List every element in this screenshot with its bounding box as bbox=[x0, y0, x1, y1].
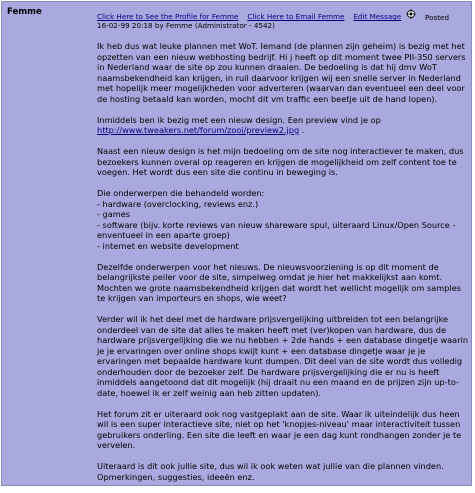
posted-icon bbox=[406, 9, 416, 19]
list-item: - hardware (overclocking, reviews enz.) bbox=[97, 198, 259, 209]
posted-label: Posted bbox=[425, 13, 450, 22]
list-item: - games bbox=[97, 209, 131, 219]
paragraph: Dezelfde onderwerpen voor het nieuws. De nieuwsvoorziening is op dit moment de belangrijkste peiler voor de site, simpelweg omdat je hier het makkelijkst aan komt. Mochten we grote naamsbekendheid krijgen dat wordt het wellicht mogelijk om samples te krijgen van importeurs en shops, wie weet? bbox=[97, 261, 462, 303]
paragraph: Verder wil ik het deel met de hardware prijsvergelijking uitbreiden tot een belangrijke onderdeel van de site dat alles te maken heeft met (ver)kopen van hardware, dus de hardware prijsvergelijking die we nu hebben + 2de hands + een database dingetje waarin je je ervaringen over online shops kwijt kunt + een database dingetje waar je je ervaringen met bepaalde hardware kunt dumpen. Dit deel van de site wordt dus volledig onderhouden door de bezoeker zelf. De hardware prijsvergelijking die er nu is heeft inmiddels aangetoond dat dit mogelijk (hij draait nu een maand en de prijzen zijn up-to-date, hoewel ik er zelf weinig aan heb zitten updaten). bbox=[97, 314, 469, 398]
post-body bbox=[97, 41, 471, 493]
forum-post bbox=[1, 1, 472, 486]
topics-intro: Die onderwerpen die behandeld worden: bbox=[97, 188, 265, 198]
edit-message-link[interactable]: Edit Message bbox=[353, 12, 402, 21]
paragraph: Naast een nieuw design is het mijn bedoeling om de site nog interactiever te maken, dus bezoekers kunnen overal op reageren en krijgen de mogelijkheid om zelf content toe te voegen. Het wordt dus een site die continu in beweging is. bbox=[97, 146, 464, 177]
email-link[interactable]: Click Here to Email Femme bbox=[247, 12, 345, 21]
paragraph: Ik heb dus wat leuke plannen met WoT. Iemand (de plannen zijn geheim) is bezig met het opzetten van een nieuw webhosting bedrijf. Hi j heeft op dit moment twee PII-350 servers in Nederland waar de site op zou kunnen draaien. De bedoeling is dat hij dmv WoT naamsbekendheid kan krijgen, in ruil daarvoor krijgen wij een snelle server in Nederland met hopelijk meer mogelijkheden voor adverteren (waarvan dan eventueel een deel voor de hosting betaald kan worden, mocht dit vm traffic een beetje uit de hand lopen). bbox=[97, 41, 466, 104]
paragraph-text: . bbox=[299, 125, 305, 135]
paragraph-text: Inmiddels ben ik bezig met een nieuw design. Een preview vind je op bbox=[97, 114, 381, 125]
post-date-line: 16-02-99 20:18 by Femme (Administrator - 4542) bbox=[97, 21, 275, 30]
profile-link[interactable]: Click Here to See the Profile for Femme bbox=[97, 12, 239, 21]
topics-block bbox=[97, 188, 471, 251]
paragraph: Uiteraard is dit ook jullie site, dus wil ik ook weten wat jullie van die plannen vinden. Opmerkingen, suggesties, ideeën enz. bbox=[97, 461, 444, 482]
preview-link[interactable]: http://www.tweakers.net/forum/zooi/preview2.jpg bbox=[97, 125, 300, 135]
list-item: - software (bijv. korte reviews van nieuw shareware spul, uiteraard Linux/Open Source - enventueel in een aparte groep) bbox=[97, 219, 456, 240]
paragraph bbox=[97, 115, 471, 136]
post-author: Femme bbox=[7, 7, 42, 17]
list-item: - internet en website development bbox=[97, 240, 239, 251]
paragraph: Het forum zit er uiteraard ook nog vastgeplakt aan de site. Waar ik uiteindelijk dus heen wil is een super interactieve site, niet op het 'knopjes-niveau' maar interactiviteit tussen gebruikers onderling. Een site die leeft en waar je een dag kunt rondhangen zonder je te vervelen. bbox=[97, 408, 462, 450]
